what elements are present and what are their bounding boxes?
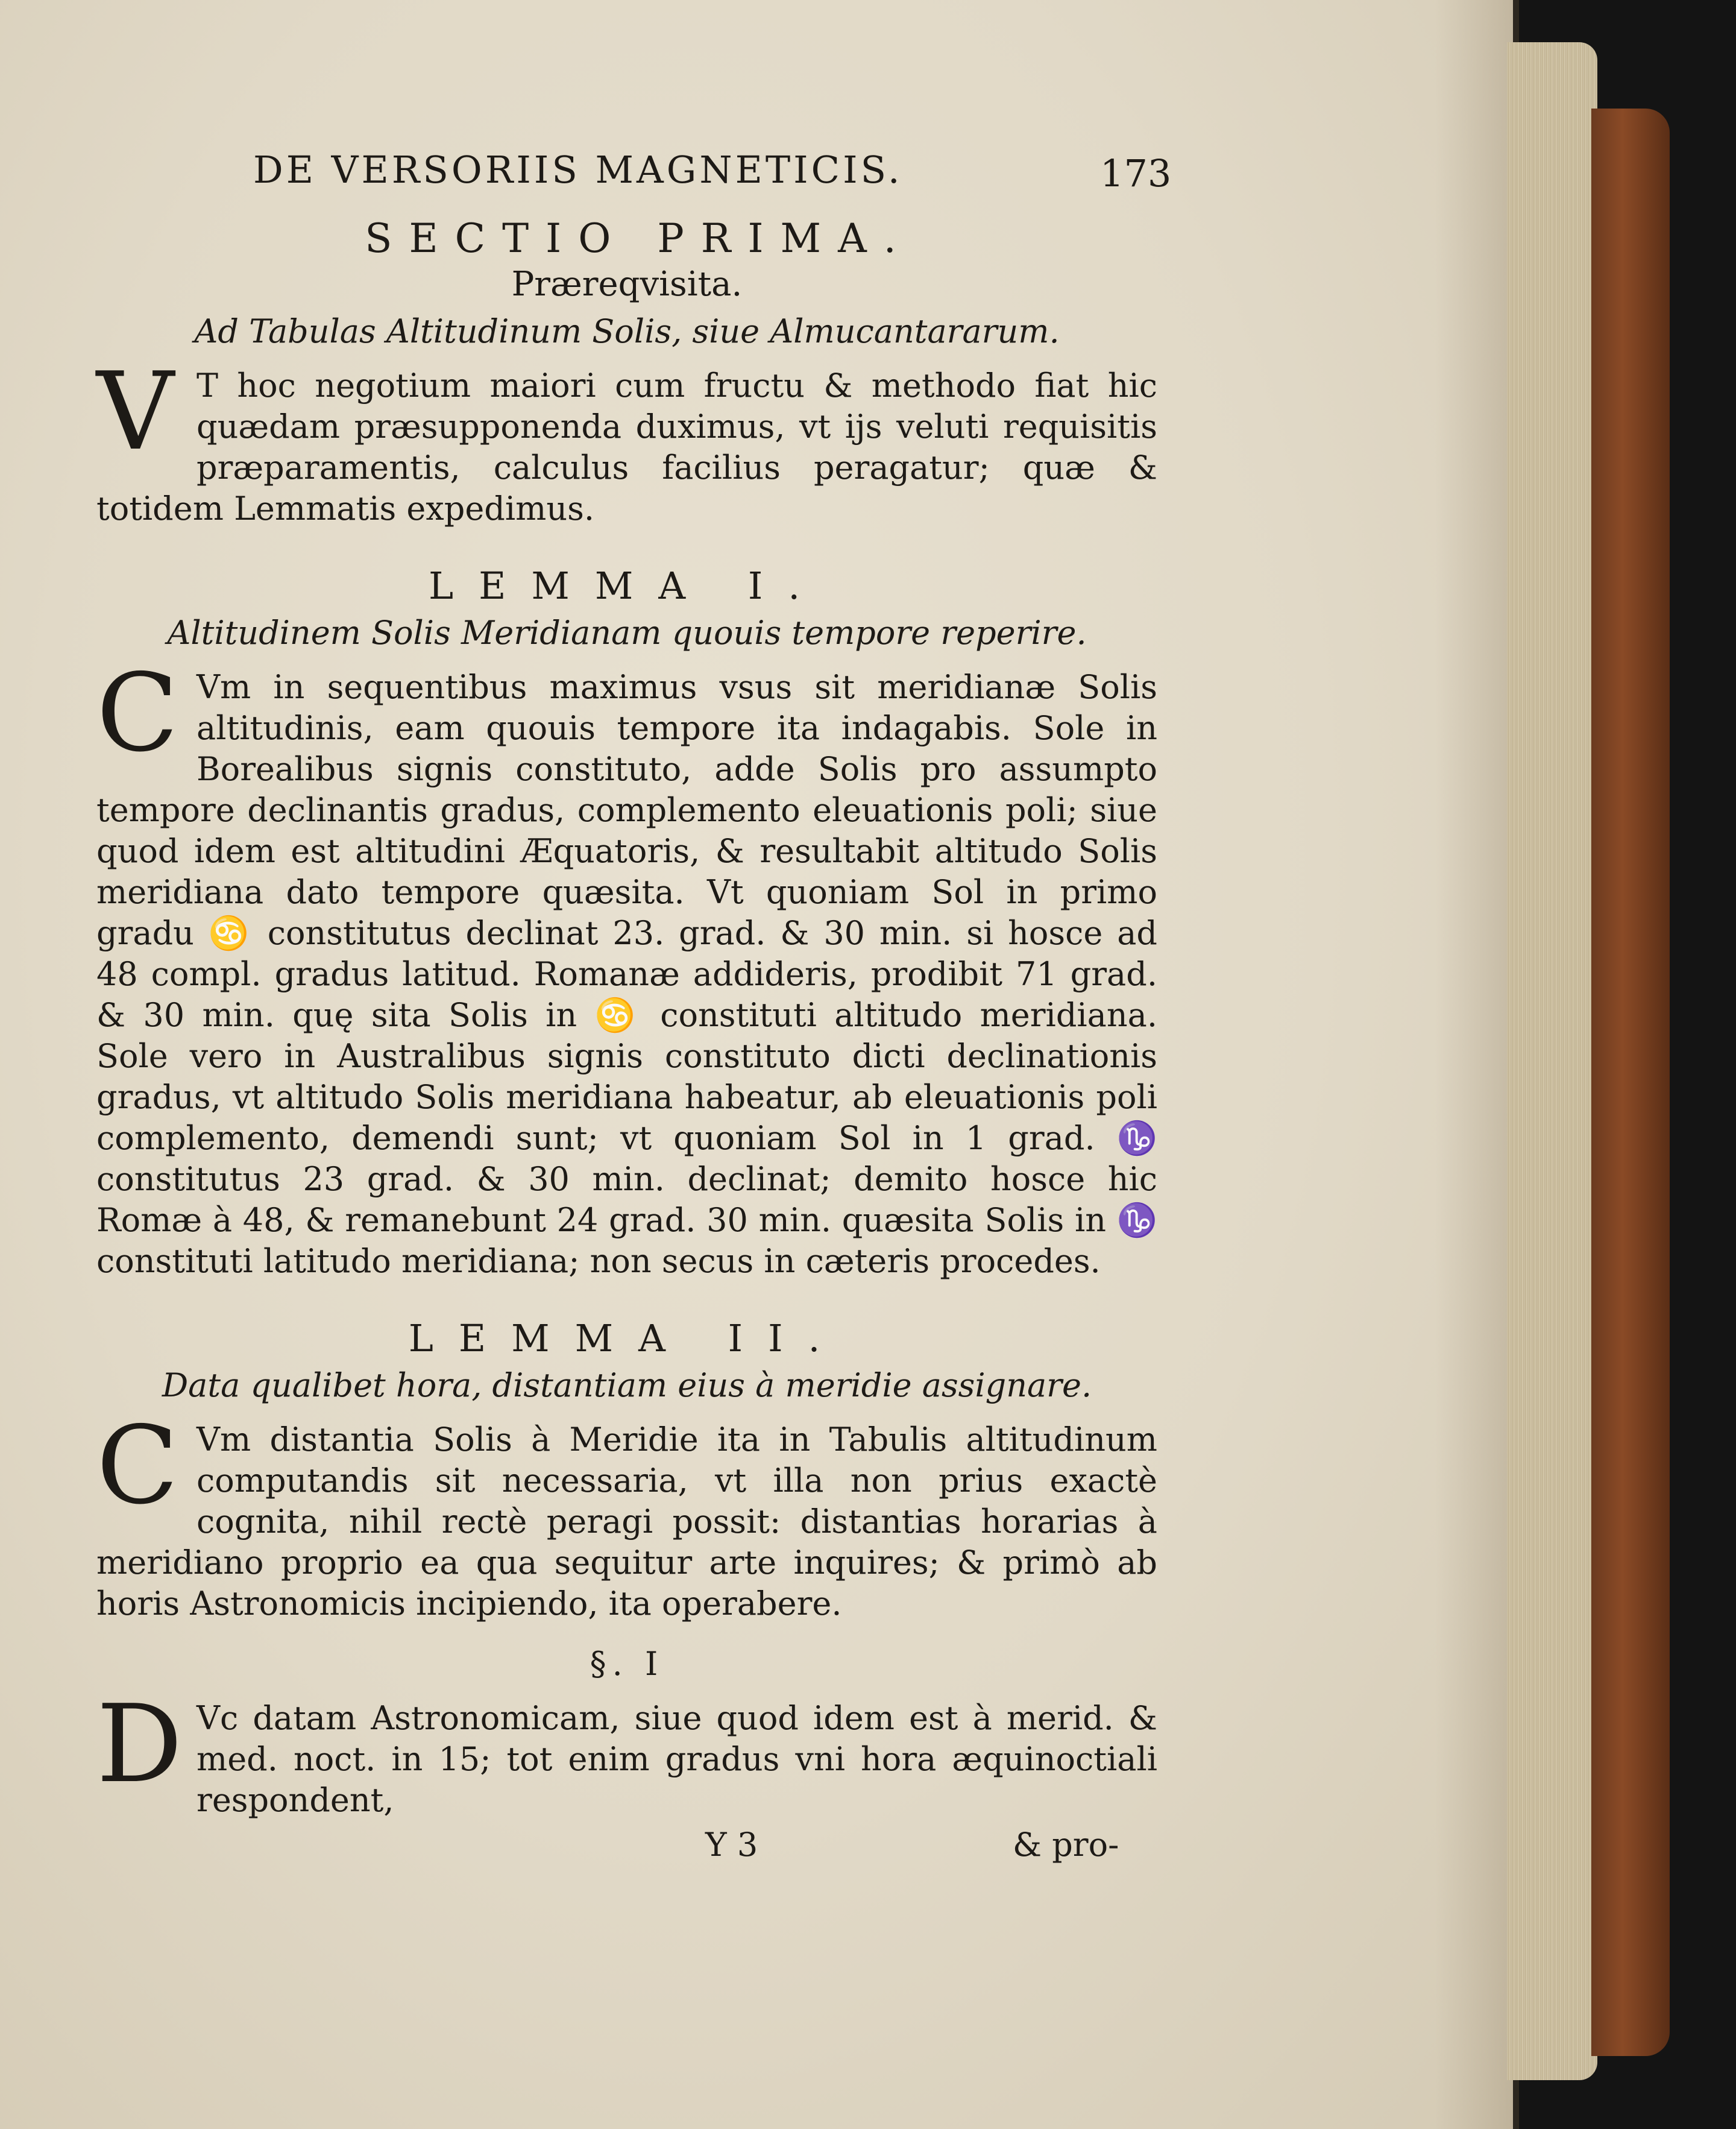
catchword: & pro- xyxy=(1013,1826,1119,1864)
running-head-title: DE VERSORIIS MAGNETICIS. xyxy=(253,148,903,192)
lemma-2-text: Vm distantia Solis à Meridie ita in Tabulis altitudinum computandis sit necessaria, vt illa non prius exactè cognita, nihil rectè peragi possit: distantias horarias à meridiano proprio ea qua sequitur arte inquires; & primò ab horis Astronomicis incipiendo, ita operabere. xyxy=(96,1421,1157,1623)
lemma-1-dropcap: C xyxy=(96,651,179,775)
subtitle: Præreqvisita. xyxy=(511,265,743,304)
lemma-2-paragraph xyxy=(96,1403,1157,1624)
lemma-2-heading: Data qualibet hora, distantiam eius à meridie assignare. xyxy=(162,1366,1092,1404)
lemma-1-paragraph xyxy=(96,651,1157,1282)
intro-paragraph-text: T hoc negotium maiori cum fructu & methodo fiat hic quædam præsupponenda duximus, vt ijs veluti requisitis præparamentis, calculus facilius peragatur; quæ & totidem Lemmatis expedimus. xyxy=(96,367,1157,528)
page-number: 173 xyxy=(1100,151,1172,195)
section-mark: §. I xyxy=(590,1645,664,1683)
final-dropcap: D xyxy=(96,1682,183,1806)
text-block xyxy=(96,145,1172,1873)
signature-mark: Y 3 xyxy=(705,1826,758,1864)
lemma-2-title: LEMMA II. xyxy=(408,1316,846,1360)
page-edges xyxy=(1507,42,1597,2080)
lemma-1-title: LEMMA I. xyxy=(428,564,826,608)
lemma-1-heading: Altitudinem Solis Meridianam quouis tempore reperire. xyxy=(167,614,1087,652)
section-title: SECTIO PRIMA. xyxy=(365,215,913,262)
lemma-1-text: Vm in sequentibus maximus vsus sit meridianæ Solis altitudinis, eam quouis tempore ita indagabis. Sole in Borealibus signis constituto, adde Solis pro assumpto tempore declinantis gradus, complemento eleuationis poli; siue quod idem est altitudini Æquatoris, & resultabit altitudo Solis meridiana dato tempore quæsita. Vt quoniam Sol in primo gradu ♋ constitutus declinat 23. grad. & 30 min. si hosce ad 48 compl. gradus latitud. Romanæ addideris, prodibit 71 grad. & 30 min. quę sita Solis in ♋ constituti altitudo meridiana. Sole vero in Australibus signis constituto dicti declinationis gradus, vt altitudo Solis meridiana habeatur, ab eleuationis poli complemento, demendi sunt; vt quoniam Sol in 1 grad. ♑ constitutus 23 grad. & 30 min. declinat; demito hosce hic Romæ à 48, & remanebunt 24 grad. 30 min. quæsita Solis in ♑ constituti latitudo meridiana; non secus in cæteris procedes. xyxy=(96,668,1157,1280)
final-paragraph xyxy=(96,1682,1157,1821)
page-footer xyxy=(96,1825,1157,1873)
final-paragraph-text: Vc datam Astronomicam, siue quod idem est à merid. & med. noct. in 15; tot enim gradus vni hora æquinoctiali respondent, xyxy=(197,1699,1157,1819)
running-head xyxy=(96,145,1172,205)
book-cover-edge xyxy=(1591,109,1670,2056)
intro-dropcap: V xyxy=(96,349,174,474)
intro-paragraph xyxy=(96,349,1157,529)
intro-heading: Ad Tabulas Altitudinum Solis, siue Almucantararum. xyxy=(194,312,1060,350)
page-gutter-shadow xyxy=(1435,0,1519,2129)
lemma-2-dropcap: C xyxy=(96,1403,179,1528)
